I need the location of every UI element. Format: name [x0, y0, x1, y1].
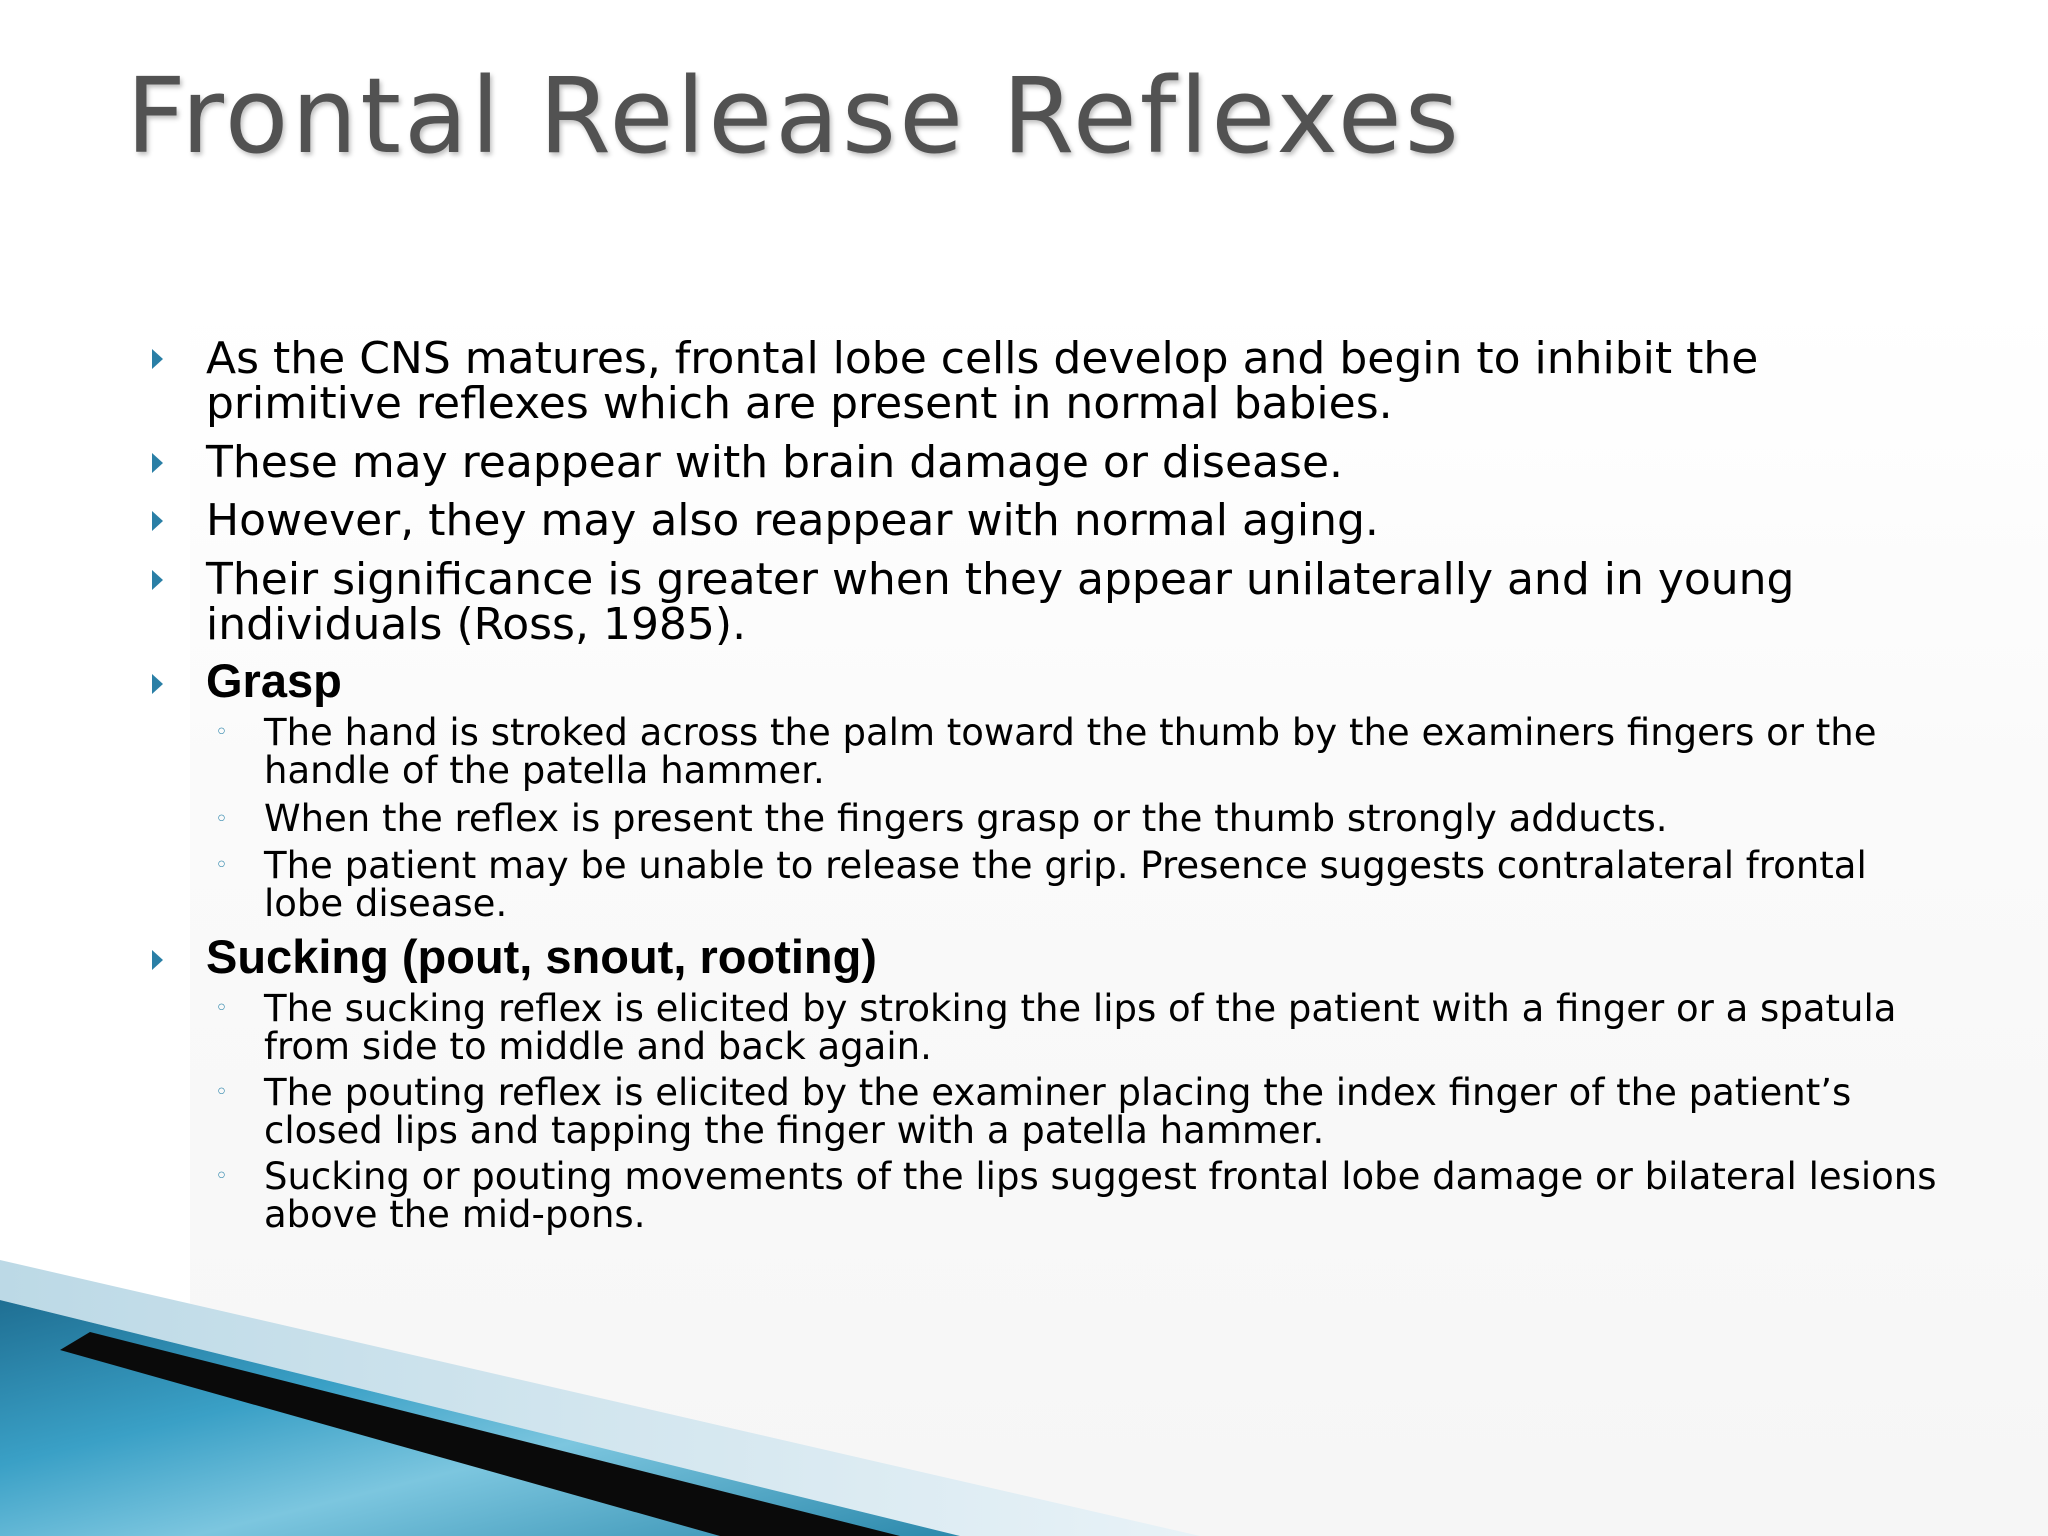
small-circle-icon: ◦	[215, 807, 228, 832]
section-heading-grasp: Grasp	[206, 654, 342, 707]
triangle-right-icon	[152, 453, 163, 473]
section-heading-sucking: Sucking (pout, snout, rooting)	[206, 930, 877, 983]
small-circle-icon: ◦	[215, 1080, 228, 1105]
bullet-text: Their significance is greater when they appear unilaterally and in young individuals (Ross, 1985).	[206, 554, 1795, 650]
triangle-right-icon	[152, 511, 163, 531]
sub-bullet-text: The patient may be unable to release the grip. Presence suggests contralateral frontal lobe disease.	[264, 844, 1867, 925]
small-circle-icon: ◦	[215, 853, 228, 878]
bullet-text: As the CNS matures, frontal lobe cells develop and begin to inhibit the primitive reflexes which are present in normal babies.	[206, 333, 1759, 429]
sub-bullet-text: When the reflex is present the fingers grasp or the thumb strongly adducts.	[264, 797, 1668, 840]
sub-bullet-text: The sucking reflex is elicited by stroking the lips of the patient with a finger or a spatula from side to middle and back again.	[264, 987, 1897, 1068]
sub-bullet-text: The pouting reflex is elicited by the examiner placing the index finger of the patient’s closed lips and tapping the finger with a patella hammer.	[264, 1071, 1852, 1152]
slide-title: Frontal Release Reflexes	[126, 55, 1462, 177]
sub-bullet-text: Sucking or pouting movements of the lips suggest frontal lobe damage or bilateral lesions above the mid-pons.	[264, 1155, 1937, 1236]
triangle-right-icon	[152, 950, 163, 970]
sub-bullet-text: The hand is stroked across the palm toward the thumb by the examiners fingers or the handle of the patella hammer.	[264, 711, 1877, 792]
bullet-text: These may reappear with brain damage or disease.	[206, 437, 1343, 488]
small-circle-icon: ◦	[215, 720, 228, 745]
decorative-swoosh	[0, 1260, 2048, 1536]
triangle-right-icon	[152, 349, 163, 369]
bullet-text: However, they may also reappear with normal aging.	[206, 495, 1379, 546]
triangle-right-icon	[152, 570, 163, 590]
triangle-right-icon	[152, 674, 163, 694]
small-circle-icon: ◦	[215, 1164, 228, 1189]
small-circle-icon: ◦	[215, 996, 228, 1021]
